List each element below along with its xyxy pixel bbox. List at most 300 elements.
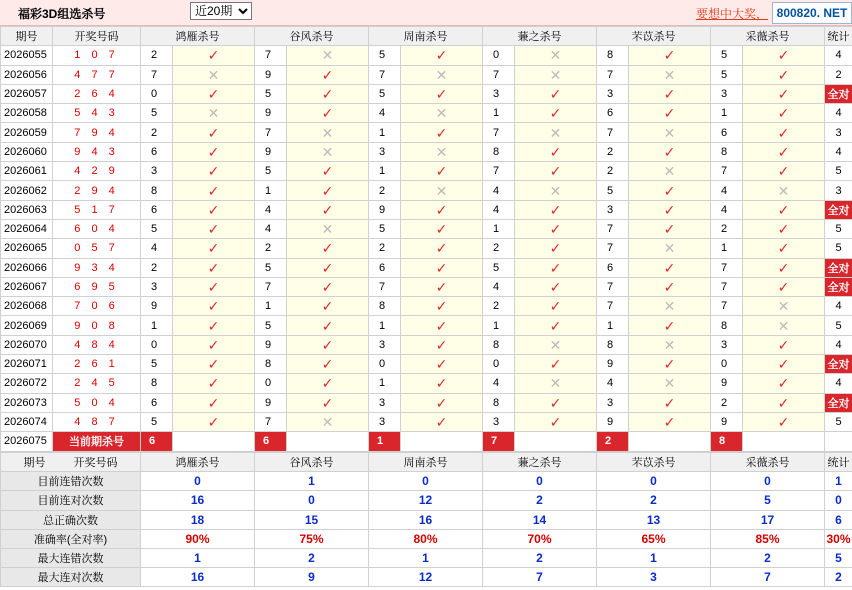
check-icon: ✓ <box>173 316 255 335</box>
kill-number: 3 <box>711 335 743 354</box>
kill-number: 8 <box>483 142 515 161</box>
kill-number: 5 <box>597 181 629 200</box>
table-row <box>1 335 852 354</box>
summary-header-expert: 蒹之杀号 <box>483 453 597 472</box>
check-icon: ✓ <box>173 258 255 277</box>
issue-number: 2026067 <box>1 277 53 296</box>
summary-value: 16 <box>369 510 483 529</box>
kill-number: 2 <box>597 142 629 161</box>
kill-number: 2 <box>483 297 515 316</box>
current-kill-blank <box>401 432 483 451</box>
summary-row <box>1 568 852 587</box>
kill-number: 7 <box>711 258 743 277</box>
summary-value: 7 <box>483 568 597 587</box>
check-icon: ✓ <box>515 200 597 219</box>
cross-icon: ✕ <box>629 374 711 393</box>
check-icon: ✓ <box>173 84 255 103</box>
check-icon: ✓ <box>287 393 369 412</box>
current-kill-blank <box>743 432 825 451</box>
kill-number: 4 <box>483 200 515 219</box>
kill-number: 4 <box>483 181 515 200</box>
check-icon: ✓ <box>743 65 825 84</box>
check-icon: ✓ <box>743 142 825 161</box>
check-icon: ✓ <box>629 46 711 65</box>
kill-number: 1 <box>369 316 401 335</box>
kill-number: 0 <box>483 46 515 65</box>
top-bar <box>0 0 852 26</box>
cross-icon: ✕ <box>743 316 825 335</box>
hit-count: 4 <box>825 335 852 354</box>
kill-number: 1 <box>711 104 743 123</box>
kill-number: 3 <box>369 335 401 354</box>
summary-label: 准确率(全对率) <box>1 529 141 548</box>
kill-number: 5 <box>255 258 287 277</box>
kill-number: 4 <box>369 104 401 123</box>
check-icon: ✓ <box>287 84 369 103</box>
draw-number: 5 0 4 <box>53 393 141 412</box>
current-row <box>1 432 852 451</box>
check-icon: ✓ <box>401 412 483 431</box>
summary-value: 80% <box>369 529 483 548</box>
check-icon: ✓ <box>515 142 597 161</box>
summary-value: 2 <box>597 491 711 510</box>
check-icon: ✓ <box>743 374 825 393</box>
draw-number: 2 6 1 <box>53 355 141 374</box>
issue-number: 2026068 <box>1 297 53 316</box>
check-icon: ✓ <box>287 297 369 316</box>
summary-value: 2 <box>255 548 369 567</box>
summary-value: 1 <box>597 548 711 567</box>
check-icon: ✓ <box>287 104 369 123</box>
current-kill-blank <box>629 432 711 451</box>
table-row <box>1 123 852 142</box>
kill-number: 5 <box>711 46 743 65</box>
cross-icon: ✕ <box>401 65 483 84</box>
summary-value: 12 <box>369 491 483 510</box>
kill-number: 8 <box>483 393 515 412</box>
check-icon: ✓ <box>401 374 483 393</box>
kill-number: 1 <box>369 123 401 142</box>
check-icon: ✓ <box>287 239 369 258</box>
hit-count: 2 <box>825 65 852 84</box>
summary-label: 最大连错次数 <box>1 548 141 567</box>
kill-number: 4 <box>711 200 743 219</box>
kill-number: 9 <box>255 335 287 354</box>
hit-count: 3 <box>825 123 852 142</box>
issue-number: 2026062 <box>1 181 53 200</box>
current-kill-blank <box>173 432 255 451</box>
hit-count: 4 <box>825 46 852 65</box>
summary-value: 90% <box>141 529 255 548</box>
current-count-blank <box>825 432 852 451</box>
check-icon: ✓ <box>629 142 711 161</box>
kill-number: 9 <box>141 297 173 316</box>
summary-header-draw-label: 开奖号码 <box>73 457 118 470</box>
cross-icon: ✕ <box>515 65 597 84</box>
table-row <box>1 355 852 374</box>
summary-value: 1 <box>255 472 369 491</box>
site-badge[interactable]: 800820. NET <box>772 2 852 24</box>
table-row <box>1 104 852 123</box>
kill-number: 5 <box>369 46 401 65</box>
kill-number: 3 <box>141 277 173 296</box>
kill-number: 6 <box>141 200 173 219</box>
table-row <box>1 393 852 412</box>
kill-number: 3 <box>483 412 515 431</box>
kill-number: 0 <box>483 355 515 374</box>
kill-number: 9 <box>255 393 287 412</box>
check-icon: ✓ <box>629 393 711 412</box>
current-label: 当前期杀号 <box>53 432 141 451</box>
hit-count: 全对 <box>825 393 852 412</box>
kill-number: 1 <box>483 104 515 123</box>
kill-number: 5 <box>255 84 287 103</box>
check-icon: ✓ <box>287 65 369 84</box>
check-icon: ✓ <box>515 297 597 316</box>
check-icon: ✓ <box>173 239 255 258</box>
draw-number: 4 8 7 <box>53 412 141 431</box>
draw-number: 4 2 9 <box>53 162 141 181</box>
summary-value: 9 <box>255 568 369 587</box>
summary-value: 85% <box>711 529 825 548</box>
kill-number: 3 <box>711 84 743 103</box>
kill-number: 5 <box>141 355 173 374</box>
kill-number: 5 <box>483 258 515 277</box>
kill-number: 2 <box>711 219 743 238</box>
cross-icon: ✕ <box>515 335 597 354</box>
summary-row <box>1 472 852 491</box>
kill-number: 7 <box>597 239 629 258</box>
draw-number: 6 9 5 <box>53 277 141 296</box>
summary-count: 30% <box>825 529 852 548</box>
issue-number: 2026069 <box>1 316 53 335</box>
kill-number: 6 <box>711 123 743 142</box>
kill-number: 5 <box>711 65 743 84</box>
table-row <box>1 316 852 335</box>
summary-header-expert: 芣苡杀号 <box>597 453 711 472</box>
summary-value: 12 <box>369 568 483 587</box>
kill-number: 7 <box>597 123 629 142</box>
issue-number: 2026070 <box>1 335 53 354</box>
current-kill-number: 6 <box>255 432 287 451</box>
hit-count: 全对 <box>825 258 852 277</box>
kill-number: 7 <box>597 277 629 296</box>
kill-number: 2 <box>711 393 743 412</box>
summary-value: 15 <box>255 510 369 529</box>
cross-icon: ✕ <box>515 181 597 200</box>
current-kill-blank <box>287 432 369 451</box>
hit-count: 全对 <box>825 84 852 103</box>
issue-number: 2026064 <box>1 219 53 238</box>
kill-number: 9 <box>597 355 629 374</box>
hit-count: 4 <box>825 297 852 316</box>
draw-number: 5 1 7 <box>53 200 141 219</box>
check-icon: ✓ <box>515 162 597 181</box>
kill-number: 7 <box>711 277 743 296</box>
kill-number: 4 <box>255 219 287 238</box>
kill-number: 2 <box>369 181 401 200</box>
summary-header-expert: 采薇杀号 <box>711 453 825 472</box>
issue-number: 2026073 <box>1 393 53 412</box>
check-icon: ✓ <box>515 84 597 103</box>
summary-value: 1 <box>369 548 483 567</box>
summary-label: 目前连错次数 <box>1 472 141 491</box>
issue-number: 2026071 <box>1 355 53 374</box>
kill-number: 2 <box>141 123 173 142</box>
kill-number: 0 <box>141 84 173 103</box>
check-icon: ✓ <box>287 181 369 200</box>
hit-count: 5 <box>825 412 852 431</box>
kill-number: 8 <box>369 297 401 316</box>
kill-number: 3 <box>597 393 629 412</box>
hit-count: 全对 <box>825 355 852 374</box>
kill-number: 9 <box>711 412 743 431</box>
summary-value: 16 <box>141 568 255 587</box>
check-icon: ✓ <box>173 46 255 65</box>
kill-number: 7 <box>597 219 629 238</box>
check-icon: ✓ <box>515 355 597 374</box>
check-icon: ✓ <box>515 393 597 412</box>
kill-number: 8 <box>141 374 173 393</box>
kill-number: 0 <box>141 335 173 354</box>
cross-icon: ✕ <box>629 297 711 316</box>
kill-number: 5 <box>255 316 287 335</box>
kill-number: 1 <box>255 297 287 316</box>
kill-number: 5 <box>141 412 173 431</box>
summary-value: 0 <box>141 472 255 491</box>
kill-number: 7 <box>483 162 515 181</box>
table-row <box>1 219 852 238</box>
kill-number: 8 <box>141 181 173 200</box>
period-select[interactable] <box>190 2 252 20</box>
current-kill-number: 8 <box>711 432 743 451</box>
table-row <box>1 239 852 258</box>
hit-count: 全对 <box>825 200 852 219</box>
kill-number: 0 <box>711 355 743 374</box>
kill-number: 5 <box>141 104 173 123</box>
check-icon: ✓ <box>173 412 255 431</box>
draw-number: 2 9 4 <box>53 181 141 200</box>
kill-number: 1 <box>369 374 401 393</box>
check-icon: ✓ <box>173 355 255 374</box>
kill-number: 8 <box>255 355 287 374</box>
header-expert: 周南杀号 <box>369 27 483 46</box>
check-icon: ✓ <box>173 181 255 200</box>
check-icon: ✓ <box>743 84 825 103</box>
hit-count: 4 <box>825 374 852 393</box>
hit-count: 5 <box>825 239 852 258</box>
check-icon: ✓ <box>743 393 825 412</box>
issue-number: 2026072 <box>1 374 53 393</box>
kill-number: 1 <box>141 316 173 335</box>
header-count: 统计 <box>825 27 852 46</box>
check-icon: ✓ <box>287 162 369 181</box>
cross-icon: ✕ <box>287 142 369 161</box>
cross-icon: ✕ <box>287 46 369 65</box>
kill-number: 1 <box>255 181 287 200</box>
summary-value: 65% <box>597 529 711 548</box>
kill-number: 8 <box>711 142 743 161</box>
check-icon: ✓ <box>743 239 825 258</box>
issue-number: 2026065 <box>1 239 53 258</box>
kill-number: 7 <box>597 65 629 84</box>
kill-number: 6 <box>141 142 173 161</box>
summary-header-expert: 周南杀号 <box>369 453 483 472</box>
header-expert: 芣苡杀号 <box>597 27 711 46</box>
draw-number: 4 8 4 <box>53 335 141 354</box>
check-icon: ✓ <box>629 181 711 200</box>
summary-value: 13 <box>597 510 711 529</box>
summary-value: 17 <box>711 510 825 529</box>
summary-row <box>1 510 852 529</box>
check-icon: ✓ <box>515 258 597 277</box>
check-icon: ✓ <box>515 219 597 238</box>
summary-row <box>1 548 852 567</box>
check-icon: ✓ <box>287 277 369 296</box>
check-icon: ✓ <box>743 258 825 277</box>
summary-value: 1 <box>141 548 255 567</box>
check-icon: ✓ <box>743 277 825 296</box>
cross-icon: ✕ <box>743 181 825 200</box>
table-row <box>1 258 852 277</box>
kill-number: 5 <box>369 84 401 103</box>
draw-number: 7 9 4 <box>53 123 141 142</box>
cross-icon: ✕ <box>401 104 483 123</box>
check-icon: ✓ <box>629 84 711 103</box>
check-icon: ✓ <box>629 104 711 123</box>
summary-count: 0 <box>825 491 852 510</box>
check-icon: ✓ <box>515 239 597 258</box>
draw-number: 0 5 7 <box>53 239 141 258</box>
issue-number: 2026059 <box>1 123 53 142</box>
kill-number: 7 <box>369 65 401 84</box>
check-icon: ✓ <box>629 200 711 219</box>
kill-number: 9 <box>255 65 287 84</box>
summary-value: 2 <box>711 548 825 567</box>
current-kill-number: 2 <box>597 432 629 451</box>
table-row <box>1 200 852 219</box>
kill-number: 5 <box>141 219 173 238</box>
draw-number: 1 0 7 <box>53 46 141 65</box>
draw-number: 4 7 7 <box>53 65 141 84</box>
summary-value: 0 <box>597 472 711 491</box>
header-expert: 谷风杀号 <box>255 27 369 46</box>
kill-number: 7 <box>255 123 287 142</box>
kill-number: 7 <box>141 65 173 84</box>
summary-header-row <box>1 453 852 472</box>
check-icon: ✓ <box>287 355 369 374</box>
summary-value: 2 <box>483 548 597 567</box>
table-row <box>1 84 852 103</box>
page-title: 福彩3D组选杀号 <box>18 7 106 21</box>
check-icon: ✓ <box>743 104 825 123</box>
issue-number: 2026055 <box>1 46 53 65</box>
summary-table <box>0 452 852 587</box>
check-icon: ✓ <box>287 335 369 354</box>
check-icon: ✓ <box>287 316 369 335</box>
hit-count: 4 <box>825 142 852 161</box>
kill-number: 4 <box>483 374 515 393</box>
draw-number: 9 4 3 <box>53 142 141 161</box>
check-icon: ✓ <box>515 412 597 431</box>
promo-link[interactable]: 要想中大奖， <box>696 7 769 21</box>
kill-number: 1 <box>483 316 515 335</box>
cross-icon: ✕ <box>287 412 369 431</box>
check-icon: ✓ <box>173 374 255 393</box>
check-icon: ✓ <box>743 335 825 354</box>
table-row <box>1 374 852 393</box>
cross-icon: ✕ <box>287 219 369 238</box>
check-icon: ✓ <box>287 258 369 277</box>
kill-number: 4 <box>483 277 515 296</box>
summary-label: 目前连对次数 <box>1 491 141 510</box>
issue-number: 2026066 <box>1 258 53 277</box>
summary-value: 70% <box>483 529 597 548</box>
kill-number: 6 <box>597 258 629 277</box>
check-icon: ✓ <box>401 335 483 354</box>
check-icon: ✓ <box>401 84 483 103</box>
summary-value: 0 <box>255 491 369 510</box>
kill-number: 3 <box>369 412 401 431</box>
cross-icon: ✕ <box>629 123 711 142</box>
cross-icon: ✕ <box>629 335 711 354</box>
check-icon: ✓ <box>173 200 255 219</box>
kill-number: 9 <box>711 374 743 393</box>
check-icon: ✓ <box>743 355 825 374</box>
kill-number: 3 <box>483 84 515 103</box>
table-row <box>1 412 852 431</box>
hit-count: 3 <box>825 181 852 200</box>
cross-icon: ✕ <box>743 297 825 316</box>
table-row <box>1 297 852 316</box>
summary-count: 6 <box>825 510 852 529</box>
issue-number: 2026058 <box>1 104 53 123</box>
table-row <box>1 142 852 161</box>
check-icon: ✓ <box>401 297 483 316</box>
check-icon: ✓ <box>629 355 711 374</box>
summary-value: 7 <box>711 568 825 587</box>
cross-icon: ✕ <box>401 181 483 200</box>
check-icon: ✓ <box>743 46 825 65</box>
summary-value: 2 <box>483 491 597 510</box>
summary-header-issue <box>1 453 141 472</box>
check-icon: ✓ <box>401 162 483 181</box>
check-icon: ✓ <box>401 393 483 412</box>
draw-number: 2 4 5 <box>53 374 141 393</box>
check-icon: ✓ <box>515 104 597 123</box>
kill-number: 2 <box>255 239 287 258</box>
check-icon: ✓ <box>629 277 711 296</box>
summary-header-expert: 谷风杀号 <box>255 453 369 472</box>
kill-number: 1 <box>711 239 743 258</box>
table-row <box>1 277 852 296</box>
check-icon: ✓ <box>515 277 597 296</box>
cross-icon: ✕ <box>629 162 711 181</box>
kill-number: 7 <box>255 412 287 431</box>
kill-number: 2 <box>141 258 173 277</box>
summary-header-count: 统计 <box>825 453 852 472</box>
summary-count: 2 <box>825 568 852 587</box>
cross-icon: ✕ <box>173 104 255 123</box>
table-row <box>1 181 852 200</box>
cross-icon: ✕ <box>287 123 369 142</box>
kill-number: 7 <box>369 277 401 296</box>
summary-value: 0 <box>483 472 597 491</box>
kill-number: 9 <box>369 200 401 219</box>
kill-number: 7 <box>255 277 287 296</box>
kill-number: 3 <box>597 200 629 219</box>
current-kill-number: 7 <box>483 432 515 451</box>
